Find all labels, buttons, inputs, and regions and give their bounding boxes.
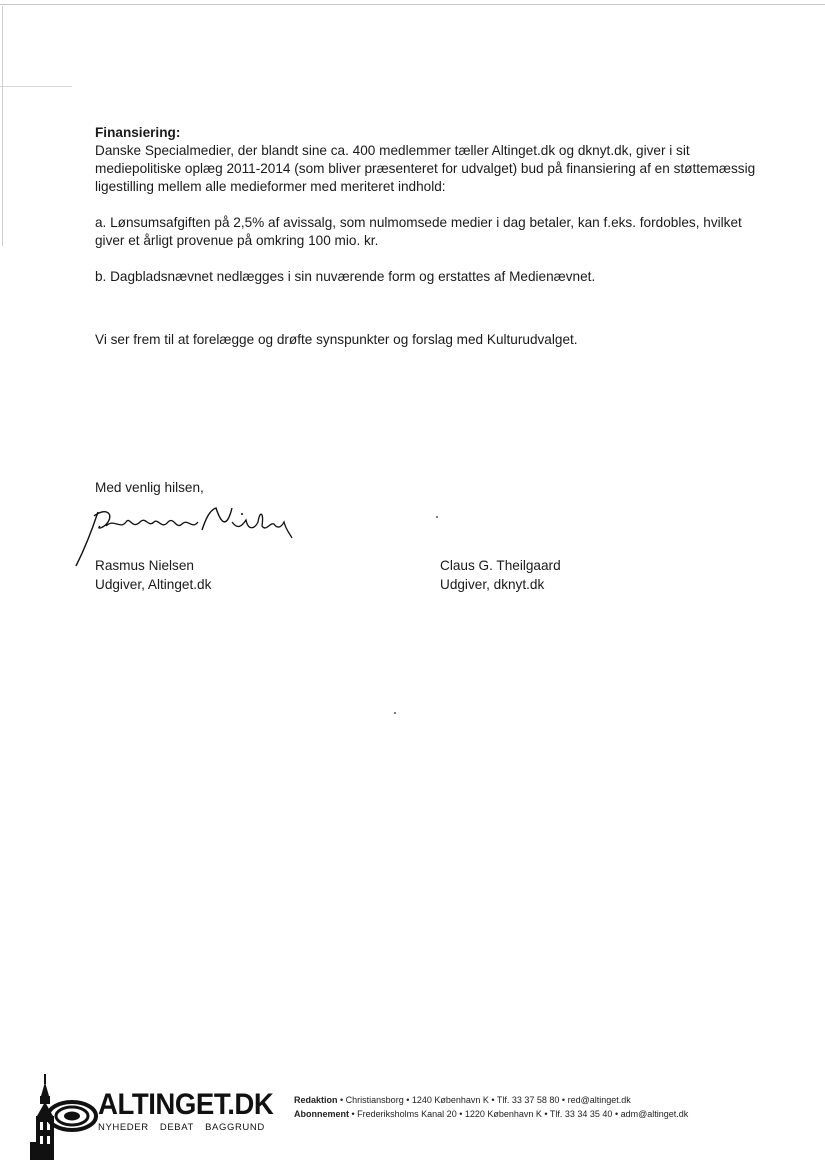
- footer-contact: [294, 1093, 688, 1121]
- signatory-right: [440, 556, 561, 594]
- footer-line-redaktion: [294, 1093, 688, 1107]
- closing-paragraph: Vi ser frem til at forelægge og drøfte synspunkter og forslag med Kulturudvalget.: [95, 332, 578, 347]
- scan-speck: [436, 516, 438, 518]
- section-heading: Finansiering:: [95, 125, 181, 140]
- footer-text: • Christiansborg • 1240 København K • Tlf. 33 37 58 80 • red@altinget.dk: [337, 1095, 631, 1105]
- point-a-paragraph: a. Lønsumsafgiften på 2,5% af avissalg, som nulmomsede medier i dag betaler, kan f.eks. fordobles, hvilket giver et årligt provenue på omkring 100 mio. kr.: [95, 215, 742, 248]
- scan-speck: [394, 712, 396, 714]
- footer-label: Redaktion: [294, 1095, 338, 1105]
- footer-label: Abonnement: [294, 1109, 349, 1119]
- scan-edge-line: [2, 6, 3, 246]
- scan-edge-line: [0, 86, 72, 87]
- scan-edge-line: [0, 4, 825, 5]
- christiansborg-logo-icon: [28, 1072, 98, 1160]
- signatory-name: Claus G. Theilgaard: [440, 558, 561, 573]
- intro-paragraph: Danske Specialmedier, der blandt sine ca. 400 medlemmer tæller Altinget.dk og dknyt.dk, giver i sit mediepolitiske oplæg 2011-2014 (som bliver præsenteret for udvalget) bud på finansiering af en støttemæssig ligestilling mellem alle medieformer med meriteret indhold:: [95, 143, 756, 194]
- signatory-title: Udgiver, dknyt.dk: [440, 577, 545, 592]
- footer-text: • Frederiksholms Kanal 20 • 1220 København K • Tlf. 33 34 35 40 • adm@altinget.dk: [349, 1109, 689, 1119]
- signatory-name: Rasmus Nielsen: [95, 558, 194, 573]
- point-b-paragraph: b. Dagbladsnævnet nedlægges i sin nuværende form og erstattes af Medienævnet.: [95, 269, 596, 284]
- logo-wordmark: ALTINGET.DK: [98, 1088, 274, 1121]
- greeting: Med venlig hilsen,: [95, 480, 204, 495]
- logo-tagline: [98, 1122, 273, 1133]
- signatory-title: Udgiver, Altinget.dk: [95, 577, 212, 592]
- tagline-word: NYHEDER: [98, 1122, 149, 1133]
- letter-body: [95, 124, 765, 349]
- footer-line-abonnement: [294, 1107, 688, 1121]
- tagline-word: DEBAT: [159, 1122, 194, 1133]
- tagline-word: BAGGRUND: [205, 1122, 265, 1133]
- signatory-left: [95, 556, 211, 594]
